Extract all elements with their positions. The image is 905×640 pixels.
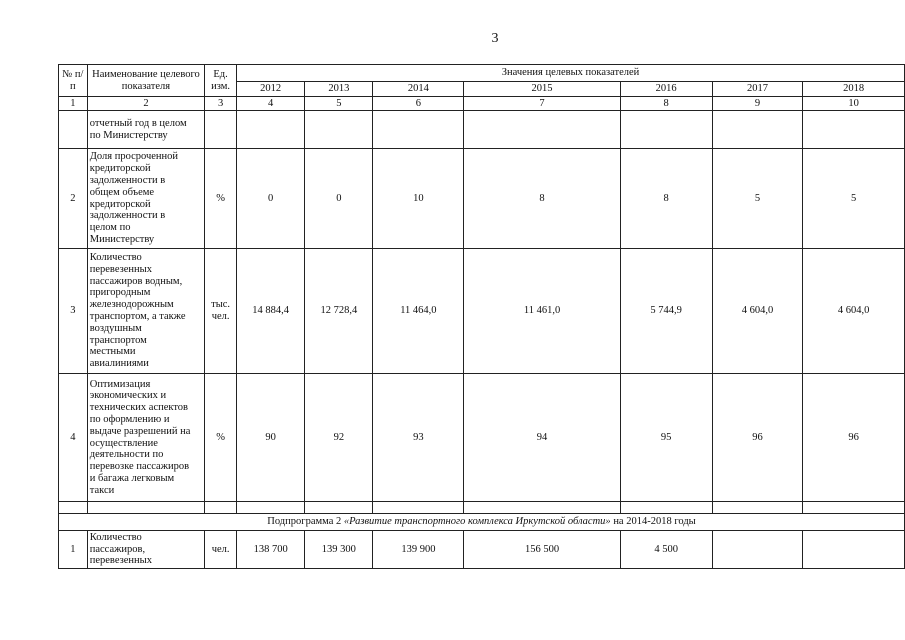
indicator-name [87,111,204,149]
value-cell [712,111,803,149]
subprogram-prefix: Подпрограмма 2 [267,516,344,528]
value-cell [373,111,464,149]
name-line: Доля просроченной [89,151,179,163]
name-line: отчетный год в целом [89,117,187,129]
name-line: пригородным [89,287,151,299]
subprogram-row [59,514,905,531]
index-cell: 1 [59,97,88,111]
value-cell: 8 [620,149,712,249]
name-line: экономических и [89,390,167,402]
unit-cell: % [205,149,237,249]
value-cell: 139 900 [373,531,464,569]
year-cell: 2016 [620,82,712,97]
name-line: транспортом [89,334,147,346]
header-unit: Ед. изм. [205,65,237,97]
value-cell: 4 604,0 [712,249,803,374]
name-line: Министерству [89,233,155,245]
value-cell: 156 500 [464,531,621,569]
value-cell: 5 [712,149,803,249]
indicator-name [87,531,204,569]
value-cell: 5 [803,149,905,249]
table-row [59,374,905,502]
header-num: № п/п [59,65,88,97]
name-line: авиалиниями [89,358,149,370]
value-cell [803,531,905,569]
index-cell: 9 [712,97,803,111]
unit-cell: % [205,374,237,502]
year-cell: 2015 [464,82,621,97]
value-cell [305,111,373,149]
index-cell: 6 [373,97,464,111]
name-line: и багажа легковым [89,472,175,484]
header-values-title: Значения целевых показателей [237,65,905,82]
header-row-top [59,65,905,82]
name-line: воздушным [89,322,142,334]
name-line: осуществление [89,437,158,449]
name-line: пассажиров водным, [89,275,183,287]
value-cell: 0 [237,149,305,249]
value-cell: 92 [305,374,373,502]
value-cell: 5 744,9 [620,249,712,374]
index-cell: 2 [87,97,204,111]
value-cell: 10 [373,149,464,249]
row-num: 4 [59,374,88,502]
target-indicators-table [58,64,905,569]
year-cell: 2013 [305,82,373,97]
indicator-name [87,249,204,374]
table-row [59,531,905,569]
name-line: перевезенных [89,263,152,275]
value-cell [237,111,305,149]
unit-cell [205,111,237,149]
index-cell: 5 [305,97,373,111]
index-cell: 3 [205,97,237,111]
name-line: по Министерству [89,129,168,141]
name-line: Количество [89,252,142,264]
indicator-name [87,149,204,249]
name-line: кредиторской [89,198,151,210]
name-line: кредиторской [89,163,151,175]
value-cell: 14 884,4 [237,249,305,374]
unit-cell: чел. [205,531,237,569]
table-row [59,149,905,249]
value-cell: 96 [712,374,803,502]
name-line: перевозке пассажиров [89,461,190,473]
value-cell: 4 500 [620,531,712,569]
value-cell: 8 [464,149,621,249]
column-index-row [59,97,905,111]
value-cell: 0 [305,149,373,249]
value-cell [712,531,803,569]
value-cell: 11 461,0 [464,249,621,374]
indicator-name [87,374,204,502]
name-line: перевезенных [89,555,152,567]
unit-cell: тыс. чел. [205,249,237,374]
value-cell: 4 604,0 [803,249,905,374]
value-cell: 90 [237,374,305,502]
value-cell: 12 728,4 [305,249,373,374]
subprogram-title [59,514,905,531]
value-cell: 96 [803,374,905,502]
name-line: пассажиров, [89,543,146,555]
value-cell [803,111,905,149]
name-line: транспортом, а также [89,311,186,322]
name-line: задолженности в [89,210,166,222]
name-line: целом по [89,222,131,234]
value-cell [620,111,712,149]
value-cell: 95 [620,374,712,502]
empty-row [59,502,905,514]
value-cell: 139 300 [305,531,373,569]
name-line: Оптимизация [89,378,151,390]
index-cell: 4 [237,97,305,111]
value-cell: 93 [373,374,464,502]
index-cell: 10 [803,97,905,111]
subprogram-suffix: на 2014-2018 годы [610,516,696,528]
row-num: 3 [59,249,88,374]
header-name: Наименование целевого показателя [87,65,204,97]
name-line: технических аспектов [89,402,189,414]
name-line: железнодорожным [89,299,174,311]
value-cell [464,111,621,149]
year-cell: 2012 [237,82,305,97]
name-line: по оформлению и [89,413,170,425]
name-line: общем объеме [89,186,155,198]
name-line: задолженности в [89,174,166,186]
name-line: выдаче разрешений на [89,425,191,437]
subprogram-name: «Развитие транспортного комплекса Иркутской области» [343,516,611,528]
name-line: деятельности по [89,449,164,461]
year-cell: 2017 [712,82,803,97]
year-cell: 2014 [373,82,464,97]
row-num [59,111,88,149]
table-row [59,249,905,374]
name-line: Количество [89,531,142,543]
index-cell: 7 [464,97,621,111]
row-num: 1 [59,531,88,569]
page-number: 3 [491,31,499,46]
name-line: такси [89,484,115,496]
value-cell: 94 [464,374,621,502]
index-cell: 8 [620,97,712,111]
year-cell: 2018 [803,82,905,97]
value-cell: 11 464,0 [373,249,464,374]
value-cell: 138 700 [237,531,305,569]
name-line: местными [89,346,136,358]
table-row [59,111,905,149]
row-num: 2 [59,149,88,249]
